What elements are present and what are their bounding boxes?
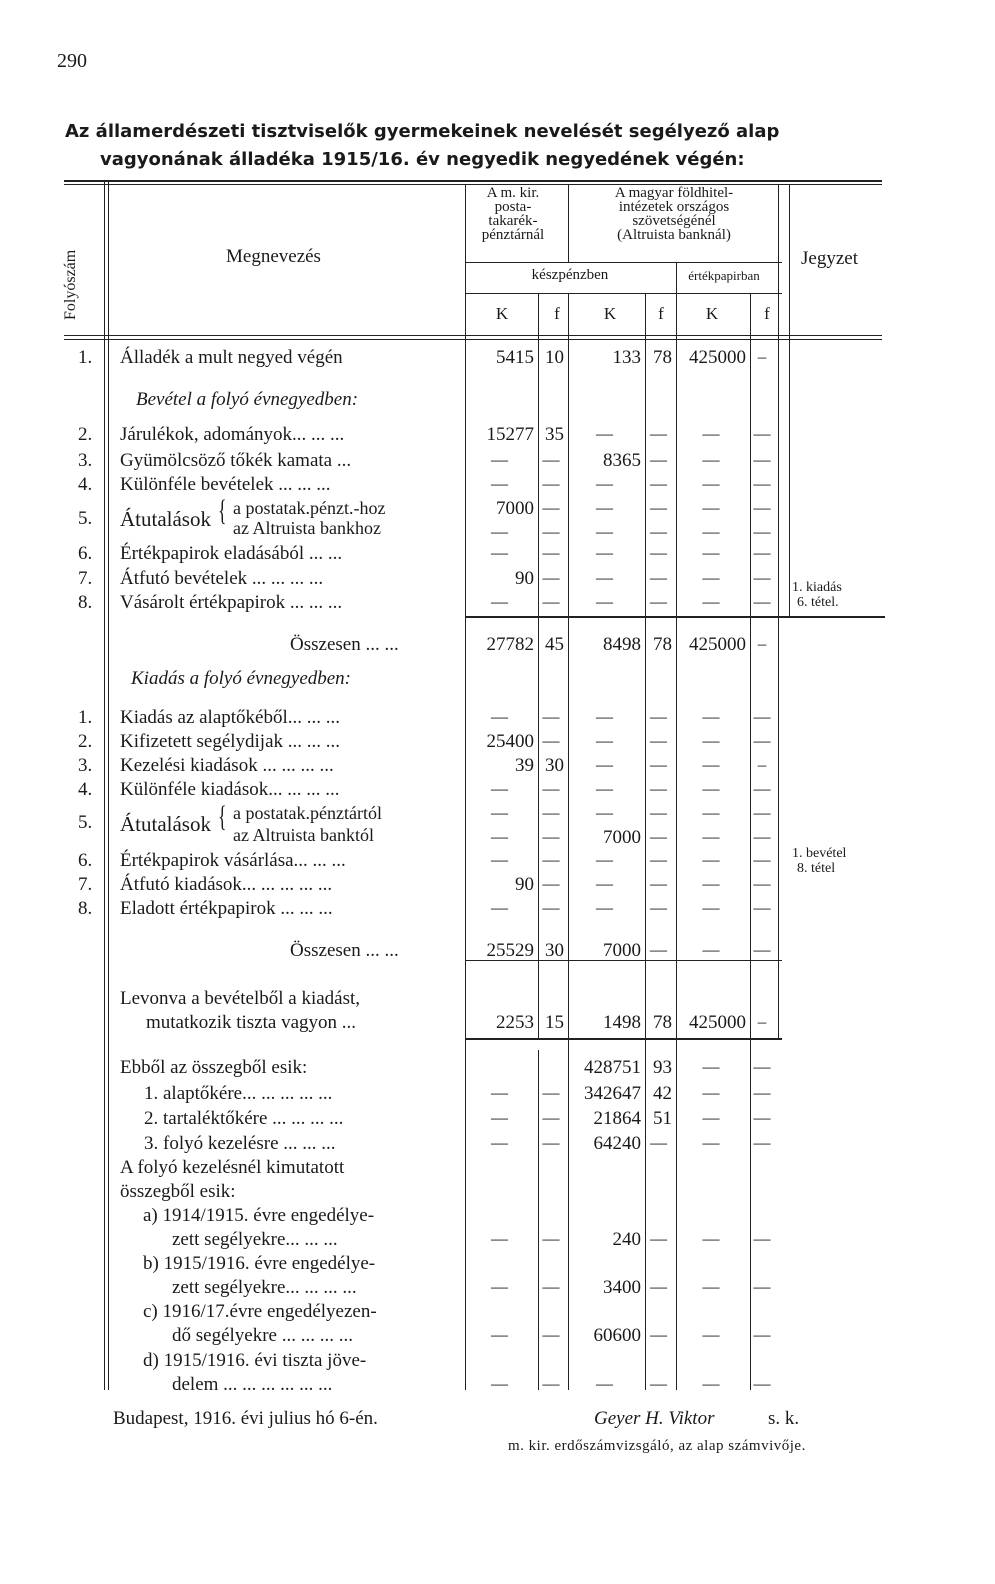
row-atutalas-b-1-c1: 7000 xyxy=(496,498,534,519)
sub-b-c5: — xyxy=(702,1277,720,1296)
ebbol-c6: — xyxy=(753,1057,771,1076)
row-allodek-c3: 133 xyxy=(612,347,641,368)
sub-c-line1: c) 1916/17.évre engedélyezen- xyxy=(143,1301,377,1322)
ebbol-item-3-c2: — xyxy=(542,1133,560,1152)
row-kiadas-6-c3: — xyxy=(596,850,613,869)
row-kiadas-6-c5: — xyxy=(702,850,720,869)
rule-line xyxy=(104,180,105,1390)
row-atutalas-b-2-c3: — xyxy=(596,522,613,541)
rule-line xyxy=(64,180,882,182)
row-atutalas-k-sub1: a postatak.pénztártól xyxy=(233,803,382,823)
sub-d-c1: — xyxy=(491,1374,508,1393)
row-kiadas-3-c1: 39 xyxy=(515,755,534,776)
rule-line xyxy=(108,180,109,1390)
row-atutalas-b-sub1: a postatak.pénzt.-hoz xyxy=(233,498,386,518)
row-atutalas-k-main: Átutalások xyxy=(120,812,211,836)
row-atutalas-b-2-c5: — xyxy=(702,522,720,541)
rule-line xyxy=(64,339,882,340)
row-atutalas-k-1-c5: — xyxy=(702,803,720,822)
row-allodek-label: Álladék a mult negyed végén xyxy=(120,347,343,368)
row-kiadas-8-c6: — xyxy=(753,898,771,917)
sub-c-c2: — xyxy=(542,1325,560,1344)
row-bevetel-3-c1: — xyxy=(491,450,508,469)
folyo-label2: összegből esik: xyxy=(120,1181,236,1202)
row-bevetel-6-label: Értékpapirok eladásából ... ... xyxy=(120,543,343,564)
header-posta: A m. kir. posta- takarék- pénztárnál xyxy=(481,185,545,243)
row-bevetel-7-c4: — xyxy=(650,568,667,587)
row-atutalas-b-1-c5: — xyxy=(702,498,720,517)
osszesen2-c3: 7000 xyxy=(603,940,641,961)
sub-c-c4: — xyxy=(650,1325,667,1344)
row-kiadas-4-c4: — xyxy=(650,779,667,798)
kiadas-heading: Kiadás a folyó évnegyedben: xyxy=(131,668,352,689)
sub-a-c2: — xyxy=(542,1229,560,1248)
row-bevetel-2-c1: 15277 xyxy=(486,424,534,445)
row-kiadas-6-c2: — xyxy=(542,850,560,869)
row-bevetel-4-number: 4. xyxy=(78,474,93,495)
header-k1: K xyxy=(495,304,509,323)
sub-c-c6: — xyxy=(753,1325,771,1344)
row-bevetel-3-c6: — xyxy=(753,450,771,469)
osszesen2-c4: — xyxy=(650,940,667,959)
row-atutalas-b-2-c2: — xyxy=(542,522,560,541)
ebbol-c5: — xyxy=(702,1057,720,1076)
row-atutalas-k-number: 5. xyxy=(78,812,93,833)
row-bevetel-8-c3: — xyxy=(596,592,613,611)
row-allodek-c1: 5415 xyxy=(496,347,534,368)
header-ertekpapir: értékpapirban xyxy=(688,268,760,283)
row-kiadas-8-number: 8. xyxy=(78,898,93,919)
row-kiadas-7-c1: 90 xyxy=(515,874,534,895)
row-atutalas-k-2-c3: 7000 xyxy=(603,827,641,848)
sub-a-c4: — xyxy=(650,1229,667,1248)
sub-d-c5: — xyxy=(702,1374,720,1393)
row-bevetel-7-c5: — xyxy=(702,568,720,587)
ebbol-label: Ebből az összegből esik: xyxy=(120,1057,308,1078)
ebbol-item-2-c4: 51 xyxy=(653,1108,672,1129)
row-bevetel-8-c1: — xyxy=(491,592,508,611)
row-kiadas-4-c6: — xyxy=(753,779,771,798)
header-f3: f xyxy=(764,304,770,323)
row-bevetel-4-c6: — xyxy=(753,474,771,493)
page-title-line2: vagyonának álladéka 1915/16. év negyedik negyedének végén: xyxy=(100,149,745,170)
row-atutalas-b-number: 5. xyxy=(78,508,93,529)
brace-icon: { xyxy=(218,800,227,833)
sub-c-c3: 60600 xyxy=(593,1325,641,1346)
row-bevetel-3-c4: — xyxy=(650,450,667,469)
row-atutalas-b-1-c6: — xyxy=(753,498,771,517)
ebbol-c3: 428751 xyxy=(584,1057,641,1078)
row-kiadas-4-c3: — xyxy=(596,779,613,798)
row-allodek-number: 1. xyxy=(78,347,93,368)
row-kiadas-2-label: Kifizetett segélydijak ... ... ... xyxy=(120,731,341,752)
levonva-label2: mutatkozik tiszta vagyon ... xyxy=(146,1012,357,1033)
header-k3: K xyxy=(705,304,719,323)
sub-b-c6: — xyxy=(753,1277,771,1296)
place-date: Budapest, 1916. évi julius hó 6-én. xyxy=(113,1408,378,1429)
row-bevetel-6-c5: — xyxy=(702,543,720,562)
row-bevetel-6-c6: — xyxy=(753,543,771,562)
ebbol-item-2-c6: — xyxy=(753,1108,771,1127)
note-kiadas-tetel: 6. tétel. xyxy=(797,595,839,610)
row-atutalas-k-1-c1: — xyxy=(491,803,508,822)
row-bevetel-6-c4: — xyxy=(650,543,667,562)
row-atutalas-k-1-c2: — xyxy=(542,803,560,822)
osszesen2-c1: 25529 xyxy=(486,940,534,961)
row-kiadas-1-c4: — xyxy=(650,707,667,726)
sub-a-c3: 240 xyxy=(612,1229,641,1250)
sub-a-line1: a) 1914/1915. évre engedélye- xyxy=(143,1205,375,1226)
header-jegyzet: Jegyzet xyxy=(801,248,858,269)
row-atutalas-k-1-c4: — xyxy=(650,803,667,822)
page-title-line1: Az államerdészeti tisztviselők gyermekeinek nevelését segélyező alap xyxy=(65,121,780,142)
row-bevetel-2-c4: — xyxy=(650,424,667,443)
row-bevetel-8-c4: — xyxy=(650,592,667,611)
row-bevetel-7-number: 7. xyxy=(78,568,93,589)
row-atutalas-b-2-c1: — xyxy=(491,522,508,541)
sub-a-line2: zett segélyekre... ... ... xyxy=(172,1229,338,1250)
sub-d-c3: — xyxy=(596,1374,613,1393)
ebbol-item-label-2: 2. tartaléktőkére ... ... ... ... xyxy=(144,1108,344,1129)
ebbol-item-3-c5: — xyxy=(702,1133,720,1152)
osszesen1-c5: 425000 xyxy=(689,634,746,655)
row-kiadas-4-label: Különféle kiadások... ... ... ... xyxy=(120,779,340,800)
row-bevetel-3-number: 3. xyxy=(78,450,93,471)
row-kiadas-7-c4: — xyxy=(650,874,667,893)
sub-b-c1: — xyxy=(491,1277,508,1296)
row-atutalas-b-2-c6: — xyxy=(753,522,771,541)
levonva-c1: 2253 xyxy=(496,1012,534,1033)
osszesen2-c6: — xyxy=(753,940,771,959)
row-bevetel-2-number: 2. xyxy=(78,424,93,445)
ebbol-item-3-c1: — xyxy=(491,1133,508,1152)
sub-c-line2: dő segélyekre ... ... ... ... xyxy=(172,1325,353,1346)
row-atutalas-k-1-c3: — xyxy=(596,803,613,822)
row-kiadas-7-c3: — xyxy=(596,874,613,893)
row-bevetel-3-c3: 8365 xyxy=(603,450,641,471)
row-kiadas-8-c3: — xyxy=(596,898,613,917)
levonva-c6: – xyxy=(757,1012,767,1031)
note-kiadas: 1. kiadás xyxy=(792,580,842,595)
ebbol-item-2-c3: 21864 xyxy=(593,1108,641,1129)
ebbol-item-3-c6: — xyxy=(753,1133,771,1152)
sub-a-c1: — xyxy=(491,1229,508,1248)
row-bevetel-3-label: Gyümölcsöző tőkék kamata ... xyxy=(120,450,352,471)
folyo-label1: A folyó kezelésnél kimutatott xyxy=(120,1157,345,1178)
row-bevetel-3-c5: — xyxy=(702,450,720,469)
sub-b-c3: 3400 xyxy=(603,1277,641,1298)
osszesen1-c4: 78 xyxy=(653,634,672,655)
ebbol-item-1-c5: — xyxy=(702,1083,720,1102)
row-bevetel-8-c2: — xyxy=(542,592,560,611)
row-allodek-c6: – xyxy=(757,347,767,366)
row-bevetel-8-label: Vásárolt értékpapirok ... ... ... xyxy=(120,592,343,613)
osszesen2-c2: 30 xyxy=(545,940,564,961)
sub-d-c4: — xyxy=(650,1374,667,1393)
levonva-c4: 78 xyxy=(653,1012,672,1033)
row-kiadas-7-c2: — xyxy=(542,874,560,893)
row-kiadas-7-label: Átfutó kiadások... ... ... ... ... xyxy=(120,874,333,895)
row-atutalas-k-2-c6: — xyxy=(753,827,771,846)
row-kiadas-3-c4: — xyxy=(650,755,667,774)
ebbol-item-1-c1: — xyxy=(491,1083,508,1102)
row-kiadas-1-c2: — xyxy=(542,707,560,726)
page-number: 290 xyxy=(57,50,87,72)
header-altruista: A magyar földhitel- intézetek országos szövetségénél (Altruista banknál) xyxy=(614,185,734,243)
sub-d-line2: delem ... ... ... ... ... ... xyxy=(172,1374,333,1395)
row-kiadas-1-label: Kiadás az alaptőkéből... ... ... xyxy=(120,707,341,728)
row-kiadas-8-c1: — xyxy=(491,898,508,917)
row-bevetel-4-label: Különféle bevételek ... ... ... xyxy=(120,474,331,495)
sub-c-c1: — xyxy=(491,1325,508,1344)
row-atutalas-k-2-c4: — xyxy=(650,827,667,846)
note-bevetel-tetel: 8. tétel xyxy=(797,861,836,876)
ebbol-c4: 93 xyxy=(653,1057,672,1078)
sub-c-c5: — xyxy=(702,1325,720,1344)
row-kiadas-6-c4: — xyxy=(650,850,667,869)
sub-a-c6: — xyxy=(753,1229,771,1248)
row-bevetel-2-label: Járulékok, adományok... ... ... xyxy=(120,424,345,445)
ebbol-item-1-c6: — xyxy=(753,1083,771,1102)
row-bevetel-7-c1: 90 xyxy=(515,568,534,589)
row-bevetel-6-c1: — xyxy=(491,543,508,562)
row-bevetel-6-c3: — xyxy=(596,543,613,562)
row-kiadas-4-c1: — xyxy=(491,779,508,798)
row-atutalas-k-sub2: az Altruista banktól xyxy=(233,825,374,845)
row-kiadas-3-c3: — xyxy=(596,755,613,774)
row-bevetel-7-c6: — xyxy=(753,568,771,587)
osszesen1-c6: – xyxy=(757,634,767,653)
brace-icon: { xyxy=(218,494,227,527)
row-bevetel-7-c3: — xyxy=(596,568,613,587)
row-kiadas-7-c5: — xyxy=(702,874,720,893)
row-kiadas-1-number: 1. xyxy=(78,707,93,728)
ebbol-item-label-1: 1. alaptőkére... ... ... ... ... xyxy=(144,1083,333,1104)
row-atutalas-k-2-c1: — xyxy=(491,827,508,846)
row-atutalas-b-1-c2: — xyxy=(542,498,560,517)
row-kiadas-3-number: 3. xyxy=(78,755,93,776)
rule-line xyxy=(465,616,885,618)
rule-line xyxy=(465,1038,782,1040)
row-atutalas-b-1-c3: — xyxy=(596,498,613,517)
row-bevetel-8-c6: — xyxy=(753,592,771,611)
header-f1: f xyxy=(554,304,560,323)
row-bevetel-2-c2: 35 xyxy=(545,424,564,445)
row-atutalas-b-sub2: az Altruista bankhoz xyxy=(233,518,381,538)
header-keszpenz: készpénzben xyxy=(531,267,609,283)
sub-b-line1: b) 1915/1916. évre engedélye- xyxy=(143,1253,376,1274)
header-f2: f xyxy=(658,304,664,323)
osszesen1-c1: 27782 xyxy=(486,634,534,655)
row-kiadas-7-c6: — xyxy=(753,874,771,893)
ebbol-item-1-c3: 342647 xyxy=(584,1083,641,1104)
ebbol-item-3-c3: 64240 xyxy=(593,1133,641,1154)
rule-line xyxy=(789,184,790,616)
row-bevetel-8-c5: — xyxy=(702,592,720,611)
levonva-c5: 425000 xyxy=(689,1012,746,1033)
row-atutalas-k-1-c6: — xyxy=(753,803,771,822)
osszesen1-label: Összesen ... ... xyxy=(290,634,399,655)
rule-line xyxy=(568,293,569,1038)
levonva-c3: 1498 xyxy=(603,1012,641,1033)
sub-b-line2: zett segélyekre... ... ... ... xyxy=(172,1277,357,1298)
row-kiadas-3-c2: 30 xyxy=(545,755,564,776)
rule-line xyxy=(64,184,882,185)
osszesen2-c5: — xyxy=(702,940,720,959)
signature-sk: s. k. xyxy=(768,1408,800,1429)
signer-role: m. kir. erdőszámvizsgáló, az alap számvivője. xyxy=(508,1438,806,1454)
rule-line xyxy=(465,293,782,294)
row-bevetel-2-c5: — xyxy=(702,424,720,443)
sub-d-line1: d) 1915/1916. évi tiszta jöve- xyxy=(143,1350,367,1371)
rule-line xyxy=(538,293,539,1038)
row-kiadas-6-c6: — xyxy=(753,850,771,869)
row-kiadas-6-c1: — xyxy=(491,850,508,869)
header-k2: K xyxy=(603,304,617,323)
row-kiadas-1-c5: — xyxy=(702,707,720,726)
bevetel-heading: Bevétel a folyó évnegyedben: xyxy=(136,389,359,410)
row-kiadas-1-c1: — xyxy=(491,707,508,726)
ebbol-item-3-c4: — xyxy=(650,1133,667,1152)
sub-d-c6: — xyxy=(753,1374,771,1393)
row-bevetel-4-c3: — xyxy=(596,474,613,493)
row-kiadas-6-number: 6. xyxy=(78,850,93,871)
row-kiadas-4-c2: — xyxy=(542,779,560,798)
note-bevetel: 1. bevétel xyxy=(792,846,847,861)
row-kiadas-2-number: 2. xyxy=(78,731,93,752)
row-kiadas-6-label: Értékpapirok vásárlása... ... ... xyxy=(120,850,346,871)
header-megnevezes: Megnevezés xyxy=(226,246,321,267)
row-bevetel-6-number: 6. xyxy=(78,543,93,564)
sub-b-c4: — xyxy=(650,1277,667,1296)
ebbol-item-2-c2: — xyxy=(542,1108,560,1127)
row-bevetel-6-c2: — xyxy=(542,543,560,562)
sub-d-c2: — xyxy=(542,1374,560,1393)
row-bevetel-7-label: Átfutó bevételek ... ... ... ... xyxy=(120,568,324,589)
rule-line xyxy=(64,335,882,336)
ebbol-item-label-3: 3. folyó kezelésre ... ... ... xyxy=(144,1133,336,1154)
row-bevetel-2-c3: — xyxy=(596,424,613,443)
ebbol-item-1-c4: 42 xyxy=(653,1083,672,1104)
row-kiadas-1-c3: — xyxy=(596,707,613,726)
row-bevetel-2-c6: — xyxy=(753,424,771,443)
row-atutalas-b-1-c4: — xyxy=(650,498,667,517)
row-kiadas-1-c6: — xyxy=(753,707,771,726)
osszesen1-c3: 8498 xyxy=(603,634,641,655)
row-bevetel-7-c2: — xyxy=(542,568,560,587)
row-kiadas-2-c5: — xyxy=(702,731,720,750)
rule-line xyxy=(568,184,569,262)
row-kiadas-8-c4: — xyxy=(650,898,667,917)
row-bevetel-4-c2: — xyxy=(542,474,560,493)
row-kiadas-8-c2: — xyxy=(542,898,560,917)
row-atutalas-k-2-c5: — xyxy=(702,827,720,846)
row-kiadas-3-c6: – xyxy=(757,755,767,774)
row-allodek-c5: 425000 xyxy=(689,347,746,368)
row-atutalas-b-2-c4: — xyxy=(650,522,667,541)
row-kiadas-2-c1: 25400 xyxy=(486,731,534,752)
row-kiadas-8-label: Eladott értékpapirok ... ... ... xyxy=(120,898,333,919)
row-bevetel-4-c5: — xyxy=(702,474,720,493)
row-kiadas-3-label: Kezelési kiadások ... ... ... ... xyxy=(120,755,334,776)
ebbol-item-1-c2: — xyxy=(542,1083,560,1102)
sub-a-c5: — xyxy=(702,1229,720,1248)
row-atutalas-k-2-c2: — xyxy=(542,827,560,846)
row-kiadas-3-c5: — xyxy=(702,755,720,774)
rule-line xyxy=(465,262,782,263)
osszesen1-c2: 45 xyxy=(545,634,564,655)
signature: Geyer H. Viktor xyxy=(594,1408,715,1429)
levonva-label1: Levonva a bevételből a kiadást, xyxy=(120,988,361,1009)
row-bevetel-4-c4: — xyxy=(650,474,667,493)
row-kiadas-4-number: 4. xyxy=(78,779,93,800)
ebbol-item-2-c5: — xyxy=(702,1108,720,1127)
row-allodek-c4: 78 xyxy=(653,347,672,368)
row-kiadas-2-c6: — xyxy=(753,731,771,750)
ebbol-item-2-c1: — xyxy=(491,1108,508,1127)
row-kiadas-4-c5: — xyxy=(702,779,720,798)
row-kiadas-2-c3: — xyxy=(596,731,613,750)
row-bevetel-3-c2: — xyxy=(542,450,560,469)
row-atutalas-b-main: Átutalások xyxy=(120,507,211,531)
osszesen2-label: Összesen ... ... xyxy=(290,940,399,961)
row-bevetel-8-number: 8. xyxy=(78,592,93,613)
sub-b-c2: — xyxy=(542,1277,560,1296)
row-kiadas-2-c2: — xyxy=(542,731,560,750)
row-bevetel-4-c1: — xyxy=(491,474,508,493)
levonva-c2: 15 xyxy=(545,1012,564,1033)
row-kiadas-8-c5: — xyxy=(702,898,720,917)
row-allodek-c2: 10 xyxy=(545,347,564,368)
row-kiadas-7-number: 7. xyxy=(78,874,93,895)
row-kiadas-2-c4: — xyxy=(650,731,667,750)
